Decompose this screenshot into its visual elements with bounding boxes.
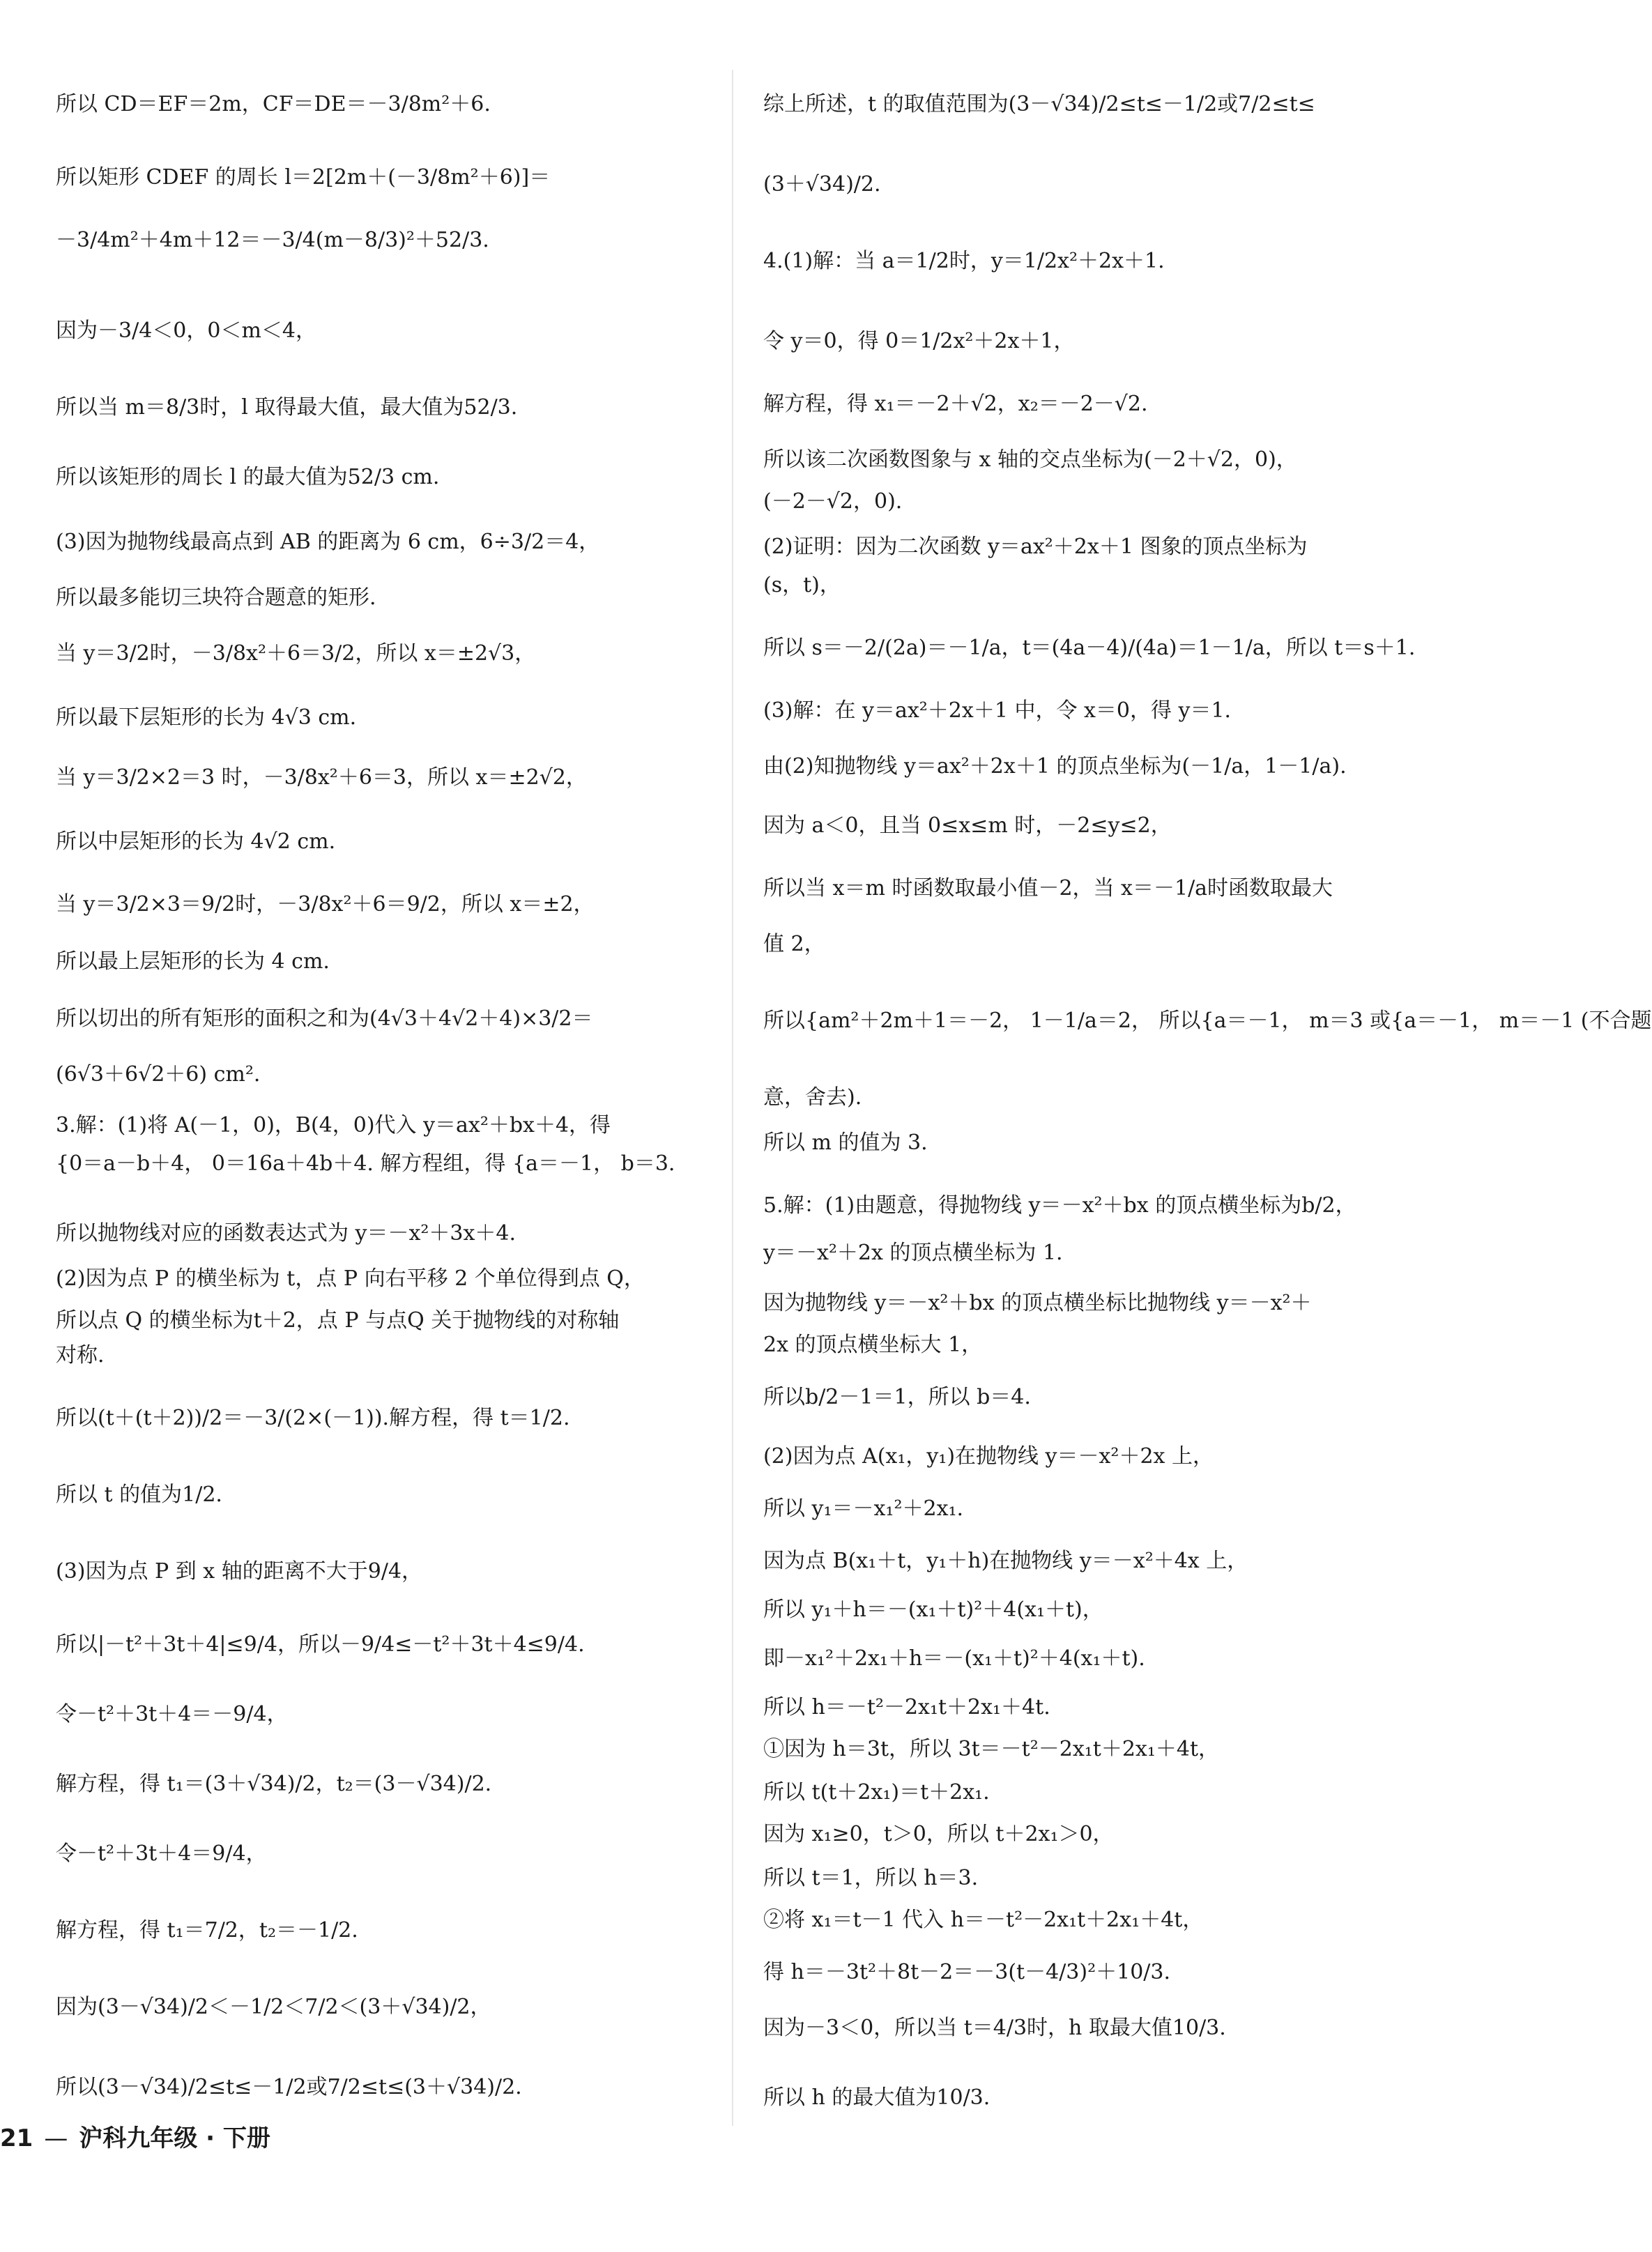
solution-line: 所以(t＋(t＋2))/2＝－3/(2×(－1)).解方程，得 t＝1/2. xyxy=(56,1406,570,1430)
solution-line: (6√3＋6√2＋6) cm². xyxy=(56,1062,261,1087)
solution-line: 所以|－t²＋3t＋4|≤9/4，所以－9/4≤－t²＋3t＋4≤9/4. xyxy=(56,1632,585,1657)
solution-line: 所以 y₁＋h＝－(x₁＋t)²＋4(x₁＋t)， xyxy=(763,1598,1103,1622)
solution-line: 因为－3＜0，所以当 t＝4/3时，h 取最大值10/3. xyxy=(763,2016,1226,2040)
book-label: 沪科九年级 · 下册 xyxy=(79,2124,270,2152)
solution-line: ①因为 h＝3t，所以 3t＝－t²－2x₁t＋2x₁＋4t， xyxy=(763,1737,1220,1761)
solution-line: 所以当 x＝m 时函数取最小值－2，当 x＝－1/a时函数取最大 xyxy=(763,876,1333,901)
solution-line: 所以{am²＋2m＋1＝－2， 1－1/a＝2， 所以{a＝－1， m＝3 或{a＝－1， m＝－1 (不合题 xyxy=(763,1009,1652,1033)
solution-line: 所以 y₁＝－x₁²＋2x₁. xyxy=(763,1496,964,1521)
solution-line: {0＝a－b＋4， 0＝16a＋4b＋4. 解方程组，得 {a＝－1， b＝3. xyxy=(56,1151,675,1176)
page-number: 21 xyxy=(0,2124,33,2152)
solution-line: 由(2)知抛物线 y＝ax²＋2x＋1 的顶点坐标为(－1/a，1－1/a). xyxy=(763,754,1347,779)
solution-line: 所以最多能切三块符合题意的矩形. xyxy=(56,585,376,610)
solution-line: y＝－x²＋2x 的顶点横坐标为 1. xyxy=(763,1241,1063,1265)
solution-line: 因为(3－√34)/2＜－1/2＜7/2＜(3＋√34)/2， xyxy=(56,1995,491,2019)
solution-line: 对称. xyxy=(56,1343,105,1368)
solution-line: (2)因为点 P 的横坐标为 t，点 P 向右平移 2 个单位得到点 Q， xyxy=(56,1266,645,1291)
solution-line: 所以b/2－1＝1，所以 b＝4. xyxy=(763,1385,1031,1409)
solution-line: 令－t²＋3t＋4＝－9/4， xyxy=(56,1702,288,1726)
solution-line: 解方程，得 t₁＝7/2，t₂＝－1/2. xyxy=(56,1918,358,1943)
solution-line: (2)因为点 A(x₁，y₁)在抛物线 y＝－x²＋2x 上， xyxy=(763,1444,1214,1469)
solution-line: ②将 x₁＝t－1 代入 h＝－t²－2x₁t＋2x₁＋4t， xyxy=(763,1908,1204,1932)
solution-line: 所以 CD＝EF＝2m，CF＝DE＝－3/8m²＋6. xyxy=(56,92,491,116)
solution-line: (3)解：在 y＝ax²＋2x＋1 中，令 x＝0，得 y＝1. xyxy=(763,698,1232,723)
solution-line: 当 y＝3/2×2＝3 时，－3/8x²＋6＝3，所以 x＝±2√2， xyxy=(56,765,587,790)
solution-line: (3)因为点 P 到 x 轴的距离不大于9/4， xyxy=(56,1559,423,1584)
solution-line: －3/4m²＋4m＋12＝－3/4(m－8/3)²＋52/3. xyxy=(56,228,489,252)
solution-line: (s，t)， xyxy=(763,573,841,597)
solution-line: 得 h＝－3t²＋8t－2＝－3(t－4/3)²＋10/3. xyxy=(763,1960,1171,1984)
solution-line: (3)因为抛物线最高点到 AB 的距离为 6 cm，6÷3/2＝4， xyxy=(56,530,600,554)
solution-line: 所以当 m＝8/3时，l 取得最大值，最大值为52/3. xyxy=(56,395,518,420)
solution-line: 所以矩形 CDEF 的周长 l＝2[2m＋(－3/8m²＋6)]＝ xyxy=(56,165,551,190)
solution-line: 所以 t 的值为1/2. xyxy=(56,1483,222,1507)
solution-line: 解方程，得 t₁＝(3＋√34)/2，t₂＝(3－√34)/2. xyxy=(56,1772,492,1796)
solution-line: 所以最下层矩形的长为 4√3 cm. xyxy=(56,705,357,730)
solution-line: 所以 s＝－2/(2a)＝－1/a，t＝(4a－4)/(4a)＝1－1/a，所以 t＝s＋1. xyxy=(763,636,1416,660)
solution-line: (2)证明：因为二次函数 y＝ax²＋2x＋1 图象的顶点坐标为 xyxy=(763,535,1308,559)
solution-line: 当 y＝3/2×3＝9/2时，－3/8x²＋6＝9/2，所以 x＝±2， xyxy=(56,892,595,917)
solution-line: 解方程，得 x₁＝－2＋√2，x₂＝－2－√2. xyxy=(763,392,1148,416)
solution-line: 即－x₁²＋2x₁＋h＝－(x₁＋t)²＋4(x₁＋t). xyxy=(763,1646,1145,1671)
solution-line: 当 y＝3/2时，－3/8x²＋6＝3/2，所以 x＝±2√3， xyxy=(56,641,536,666)
solution-line: 所以该矩形的周长 l 的最大值为52/3 cm. xyxy=(56,465,440,489)
solution-line: 所以抛物线对应的函数表达式为 y＝－x²＋3x＋4. xyxy=(56,1221,517,1246)
solution-line: 5.解：(1)由题意，得抛物线 y＝－x²＋bx 的顶点横坐标为b/2， xyxy=(763,1193,1356,1218)
solution-line: 因为 a＜0，且当 0≤x≤m 时，－2≤y≤2， xyxy=(763,813,1172,838)
solution-line: 2x 的顶点横坐标大 1， xyxy=(763,1333,983,1357)
solution-line: 因为－3/4＜0，0＜m＜4， xyxy=(56,319,316,343)
solution-line: (－2－√2，0). xyxy=(763,489,903,514)
solution-line: 令－t²＋3t＋4＝9/4， xyxy=(56,1841,267,1866)
solution-line: 意，舍去). xyxy=(763,1085,862,1110)
solution-line: 所以 h＝－t²－2x₁t＋2x₁＋4t. xyxy=(763,1695,1050,1719)
solution-line: 3.解：(1)将 A(－1，0)，B(4，0)代入 y＝ax²＋bx＋4，得 xyxy=(56,1113,611,1138)
solution-line: 所以最上层矩形的长为 4 cm. xyxy=(56,949,330,974)
solution-line: 4.(1)解：当 a＝1/2时，y＝1/2x²＋2x＋1. xyxy=(763,249,1165,273)
solution-line: (3＋√34)/2. xyxy=(763,172,881,197)
column-divider xyxy=(732,70,733,2126)
solution-line: 所以 m 的值为 3. xyxy=(763,1131,928,1155)
solution-line: 因为点 B(x₁＋t，y₁＋h)在抛物线 y＝－x²＋4x 上， xyxy=(763,1549,1248,1573)
solution-line: 因为 x₁≥0，t＞0，所以 t＋2x₁＞0， xyxy=(763,1822,1114,1846)
solution-line: 综上所述，t 的取值范围为(3－√34)/2≤t≤－1/2或7/2≤t≤ xyxy=(763,92,1315,116)
solution-line: 所以切出的所有矩形的面积之和为(4√3＋4√2＋4)×3/2＝ xyxy=(56,1006,593,1031)
solution-line: 值 2， xyxy=(763,932,825,956)
solution-line: 所以中层矩形的长为 4√2 cm. xyxy=(56,829,336,854)
solution-line: 所以 t(t＋2x₁)＝t＋2x₁. xyxy=(763,1780,990,1805)
solution-line: 令 y＝0，得 0＝1/2x²＋2x＋1， xyxy=(763,329,1075,353)
solution-line: 所以 h 的最大值为10/3. xyxy=(763,2085,991,2110)
solution-line: 所以该二次函数图象与 x 轴的交点坐标为(－2＋√2，0)， xyxy=(763,447,1297,472)
solution-line: 所以 t＝1，所以 h＝3. xyxy=(763,1866,979,1890)
page-footer xyxy=(0,2119,270,2153)
solution-line: 所以点 Q 的横坐标为t＋2，点 P 与点Q 关于抛物线的对称轴 xyxy=(56,1308,620,1333)
solution-line: 因为抛物线 y＝－x²＋bx 的顶点横坐标比抛物线 y＝－x²＋ xyxy=(763,1291,1312,1315)
footer-separator: — xyxy=(44,2124,68,2152)
solution-line: 所以(3－√34)/2≤t≤－1/2或7/2≤t≤(3＋√34)/2. xyxy=(56,2075,522,2099)
